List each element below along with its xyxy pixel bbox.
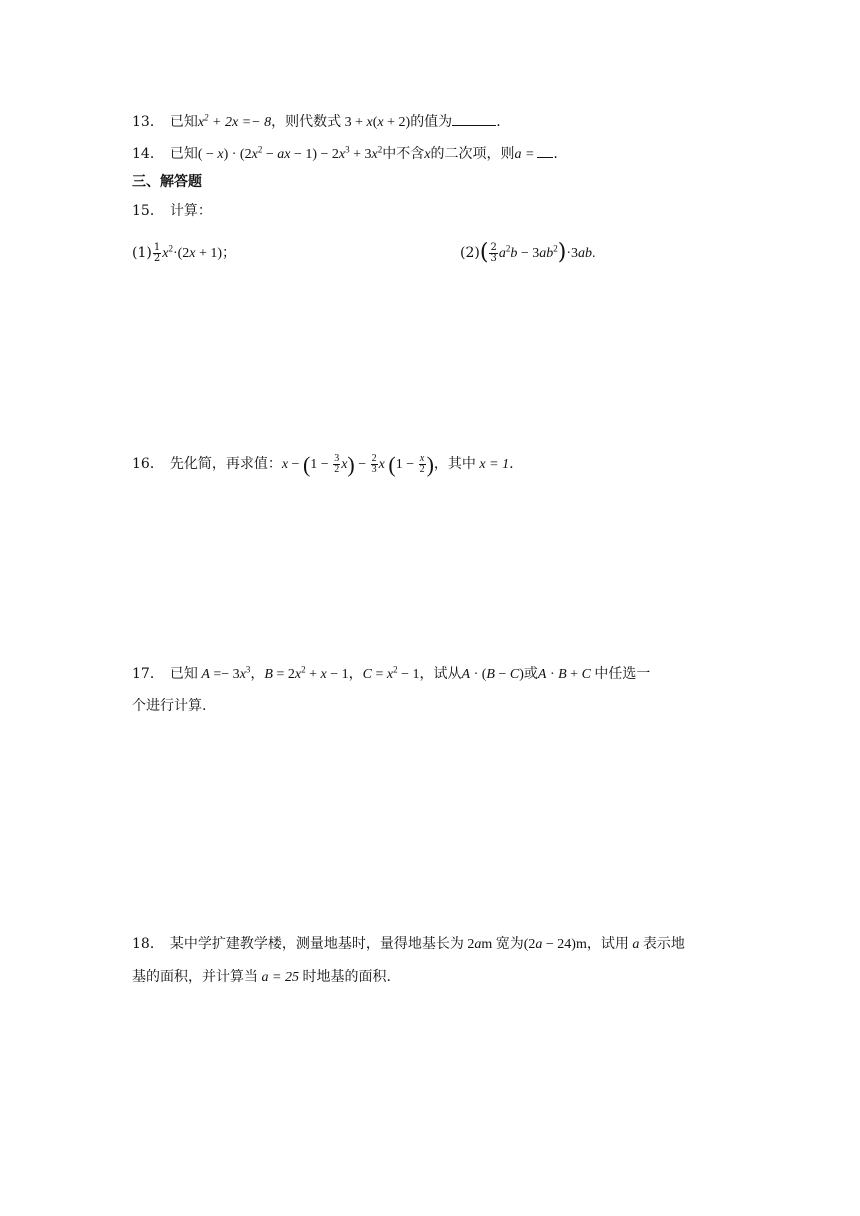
text: ，其中 (433, 456, 476, 472)
text: 先化简，再求值： (169, 456, 282, 472)
problem-14 (132, 143, 732, 166)
text: 中不含 (382, 146, 425, 162)
math-C: $C = x^2 - 1$ (362, 664, 420, 682)
math-expression: ( − $x) \cdot (2x^2$ − ax − $1) - 2x^3 + 3x^2$ (197, 144, 383, 162)
text: 已知 (169, 666, 198, 682)
math-var: a (628, 937, 643, 952)
problem-number: 16． (132, 456, 164, 472)
problem-number: 13． (132, 114, 164, 130)
math-expression: ·3ab. (566, 246, 596, 261)
text: 已知 (169, 114, 198, 130)
section-header: 三、解答题 (132, 174, 202, 190)
text: ，则代数式 (271, 114, 342, 130)
text: 计算： (169, 203, 212, 219)
fraction-one-half: $\frac{1}{2}$ (153, 241, 161, 264)
math-width: (2a − 24)m (523, 937, 587, 952)
math-expression: x − (1 − $\frac{3}{2}$ x) − $\frac{2}{3}$ x (1 − $\frac{x}{2}$ ) (281, 451, 434, 477)
problem-17: 17． 已知 $A =- 3x^3$，$B = 2x^2 + x - 1$，$C = x^2 - 1$，试从A · (B − C)或A · B + C 中任选一 (132, 663, 732, 686)
problem-18 (132, 933, 732, 956)
math-condition: a = 25 (258, 970, 303, 985)
problem-15 (132, 200, 732, 222)
math-condition: $x^2 + 2x =- 8$ (197, 112, 272, 130)
text: 宽为 (495, 936, 524, 952)
text: . (496, 114, 501, 130)
text: 已知 (169, 146, 198, 162)
math-var: x (424, 147, 431, 162)
problem-number: 17． (132, 666, 164, 682)
math-option-1: A · (B − C) (461, 667, 524, 682)
text: 中任选一 (594, 666, 651, 682)
problem-17-line-2: 个进行计算. (132, 698, 207, 714)
math-A: $A =- 3x^3$ (201, 664, 251, 682)
text: 时地基的面积. (302, 969, 391, 985)
part-label: (2) (460, 245, 480, 261)
text: . (509, 456, 514, 472)
text: 或 (523, 666, 538, 682)
text: ，试用 (586, 936, 629, 952)
math-option-2: A · B + C (537, 667, 591, 682)
math-expression: 3 + x(x + 2) (341, 115, 411, 130)
problem-number: 15． (132, 203, 164, 219)
problem-16 (132, 450, 732, 479)
fraction-two-thirds: $\frac{2}{3}$ (490, 241, 497, 264)
text: ，试从 (419, 666, 462, 682)
part-label: (1) (132, 245, 152, 261)
math-B: $B = 2x^2 + x - 1$ (264, 664, 349, 682)
math-expression: $x^2\cdot(2x + 1)$； (162, 243, 237, 261)
math-expression: $a^2b - 3ab^2$ (498, 243, 558, 261)
answer-blank[interactable] (537, 143, 553, 158)
math-condition: x = 1 (475, 457, 510, 472)
problem-13 (132, 111, 732, 134)
answer-blank[interactable] (452, 111, 496, 126)
problem-number: 18． (132, 936, 164, 952)
problem-18-line-2 (132, 966, 732, 989)
problem-15-part-2: (2)( $\frac{2}{3}$ $a^2b - 3ab^2)\cdot 3ab$. (460, 240, 596, 265)
problem-15-parts (132, 240, 732, 267)
text: . (553, 146, 558, 162)
math-length: 2am (463, 937, 496, 952)
text: 表示地 (642, 936, 685, 952)
problem-number: 14． (132, 146, 164, 162)
math-answer-label: a = (514, 147, 535, 162)
text: 某中学扩建教学楼，测量地基时，量得地基长为 (169, 936, 464, 952)
text: 的二次项，则 (430, 146, 515, 162)
text: 基的面积，并计算当 (132, 969, 258, 985)
text: 的值为 (410, 114, 453, 130)
